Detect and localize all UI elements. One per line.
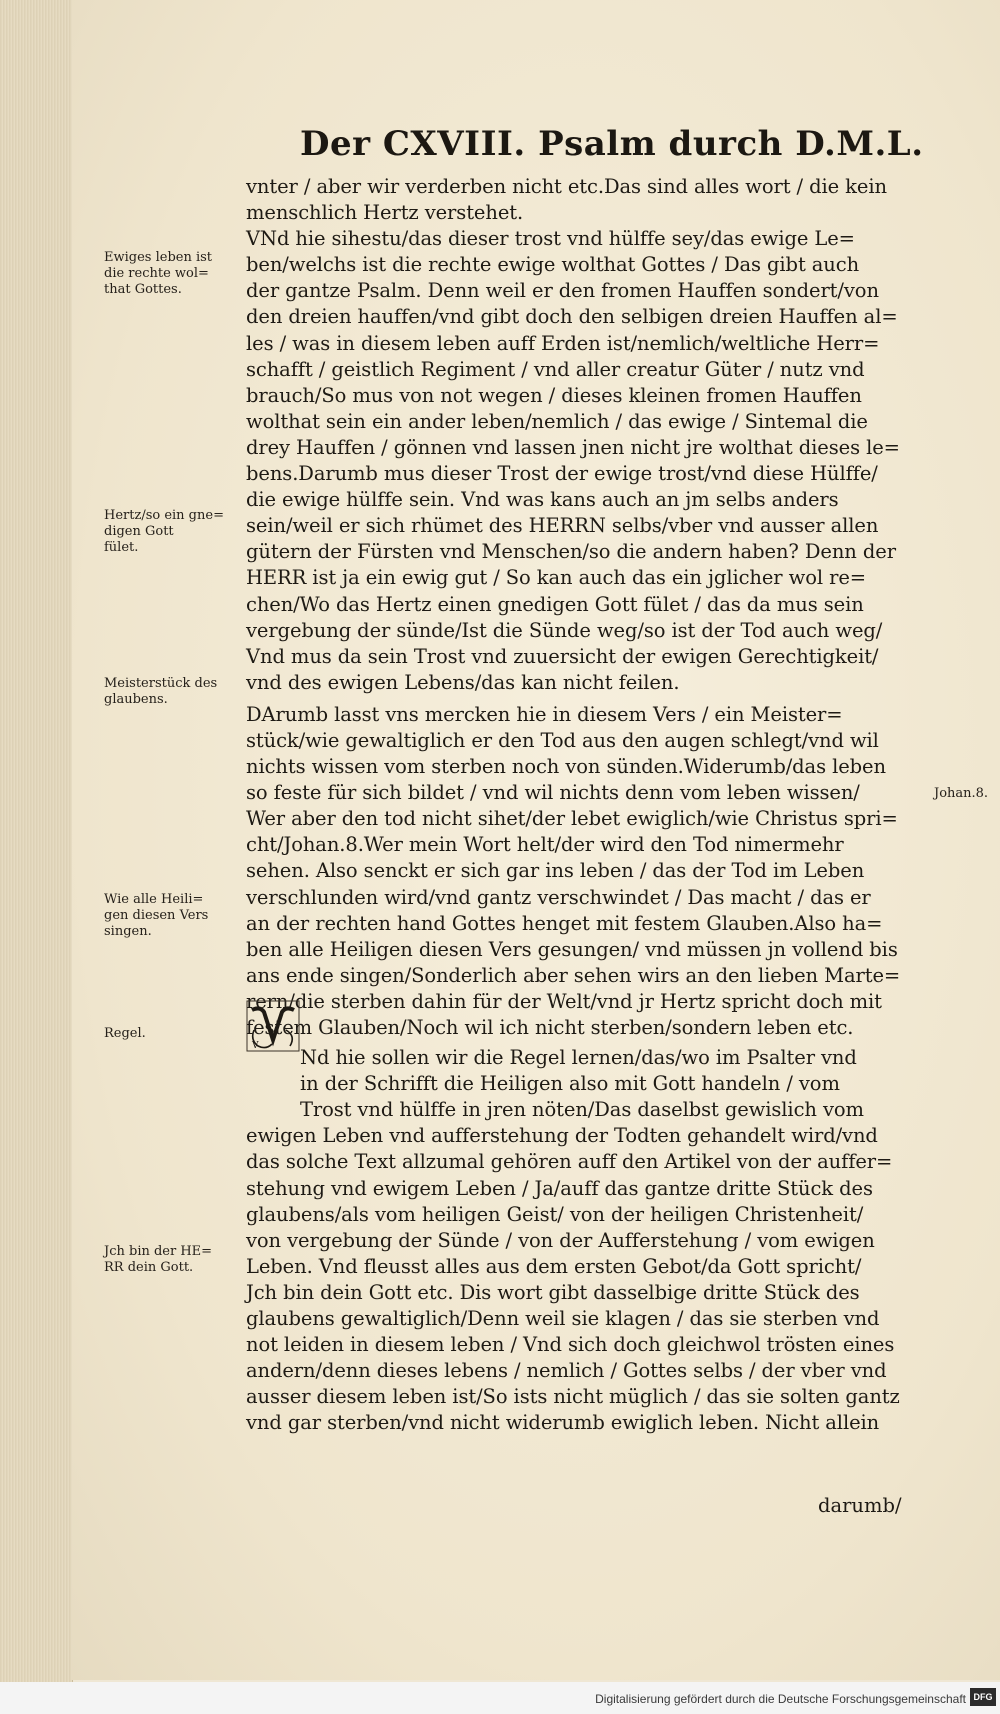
margin-note-line: die rechte wol= <box>104 266 209 281</box>
body-line: ewigen Leben vnd aufferstehung der Todten gehandelt wird/vnd <box>246 1124 878 1148</box>
decorated-initial-letter <box>246 1000 300 1052</box>
body-line: der gantze Psalm. Denn weil er den fromen Hauffen sondert/von <box>246 279 879 303</box>
body-line: so feste für sich bildet / vnd wil nichts denn vom leben wissen/ <box>246 781 860 805</box>
margin-note-heiligen <box>104 892 244 940</box>
body-line: andern/denn dieses lebens / nemlich / Gottes selbs / der vber vnd <box>246 1359 887 1383</box>
margin-note-line: glaubens. <box>104 692 168 707</box>
body-line: schafft / geistlich Regiment / vnd aller creatur Güter / nutz vnd <box>246 357 865 381</box>
body-line: in der Schrifft die Heiligen also mit Gott handeln / vom <box>300 1072 840 1096</box>
body-text <box>246 174 916 1437</box>
body-line: Trost vnd hülffe in jren nöten/Das daselbst gewislich vom <box>300 1098 864 1122</box>
margin-note-line: gen diesen Vers <box>104 908 209 923</box>
body-line: stück/wie gewaltiglich er den Tod aus den augen schlegt/vnd wil <box>246 728 879 752</box>
body-line: Nd hie sollen wir die Regel lernen/das/wo im Psalter vnd <box>300 1046 857 1070</box>
margin-note-line: digen Gott <box>104 524 174 539</box>
body-line: ans ende singen/Sonderlich aber sehen wirs an den lieben Marte= <box>246 963 901 987</box>
body-line: vnd des ewigen Lebens/das kan nicht feilen. <box>246 670 680 694</box>
body-line: das solche Text allzumal gehören auff den Artikel von der auffer= <box>246 1150 893 1174</box>
body-line: von vergebung der Sünde / von der Aufferstehung / vom ewigen <box>246 1228 875 1252</box>
body-line: ausser diesem leben ist/So ists nicht müglich / das sie solten gantz <box>246 1385 900 1409</box>
body-line: not leiden in diesem leben / Vnd sich doch gleichwol trösten eines <box>246 1333 895 1357</box>
margin-note-ewiges-leben <box>104 250 244 298</box>
dfg-logo: DFG <box>970 1688 996 1706</box>
body-line: ben/welchs ist die rechte ewige wolthat Gottes / Das gibt auch <box>246 253 860 277</box>
catchword: darumb/ <box>818 1494 902 1517</box>
body-line: verschlunden wird/vnd gantz verschwindet / Das macht / das er <box>246 885 871 909</box>
margin-note-line: Jch bin der HE= <box>104 1244 213 1259</box>
margin-note-line: that Gottes. <box>104 282 182 297</box>
body-line: glaubens gewaltiglich/Denn weil sie klagen / das sie sterben vnd <box>246 1307 880 1331</box>
body-line: VNd hie sihestu/das dieser trost vnd hülffe sey/das ewige Le= <box>246 227 855 251</box>
body-line: bens.Darumb mus dieser Trost der ewige trost/vnd diese Hülffe/ <box>246 462 878 486</box>
body-line: sein/weil er sich rhümet des HERRN selbs/vber vnd ausser allen <box>246 514 879 538</box>
body-line: glaubens/als vom heiligen Geist/ von der heiligen Christenheit/ <box>246 1202 864 1226</box>
body-line: rern/die sterben dahin für der Welt/vnd jr Hertz spricht doch mit <box>246 989 882 1013</box>
body-line: Leben. Vnd fleusst alles aus dem ersten Gebot/da Gott spricht/ <box>246 1254 862 1278</box>
body-line: menschlich Hertz verstehet. <box>246 201 524 225</box>
body-line: festem Glauben/Noch wil ich nicht sterben/sondern leben etc. <box>246 1016 854 1039</box>
margin-note-line: Wie alle Heili= <box>104 892 204 907</box>
body-line: gütern der Fürsten vnd Menschen/so die andern haben? Denn der <box>246 540 896 564</box>
margin-note-jch-bin <box>104 1244 244 1276</box>
body-line: HERR ist ja ein ewig gut / So kan auch das ein jglicher wol re= <box>246 566 866 590</box>
margin-note-line: singen. <box>104 924 152 939</box>
body-line: sehen. Also senckt er sich gar ins leben / das der Tod im Leben <box>246 859 865 883</box>
body-line: cht/Johan.8.Wer mein Wort helt/der wird den Tod nimermehr <box>246 833 844 857</box>
body-line: vnd gar sterben/vnd nicht widerumb ewiglich leben. Nicht allein <box>246 1411 880 1435</box>
body-line: die ewige hülffe sein. Vnd was kans auch an jm selbs anders <box>246 488 839 512</box>
body-line: an der rechten hand Gottes henget mit festem Glauben.Also ha= <box>246 911 883 935</box>
margin-note-line: Meisterstück des <box>104 676 218 691</box>
margin-note-line: Ewiges leben ist <box>104 250 213 265</box>
running-head: Der CXVIII. Psalm durch D.M.L. <box>300 124 924 164</box>
body-line: drey Hauffen / gönnen vnd lassen jnen nicht jre wolthat dieses le= <box>246 435 900 459</box>
margin-note-regel <box>104 1026 244 1042</box>
body-line: stehung vnd ewigem Leben / Ja/auff das gantze dritte Stück des <box>246 1176 873 1200</box>
footer-credit: Digitalisierung gefördert durch die Deutsche Forschungsgemeinschaft <box>595 1692 966 1706</box>
body-line: nichts wissen vom sterben noch von sünden.Widerumb/das leben <box>246 755 886 779</box>
margin-note-line: Regel. <box>104 1026 146 1041</box>
body-line: brauch/So mus von not wegen / dieses kleinen fromen Hauffen <box>246 383 862 407</box>
body-line: chen/Wo das Hertz einen gnedigen Gott fület / das da mus sein <box>246 592 864 616</box>
margin-note-hertz <box>104 508 244 556</box>
right-margin-note: Johan.8. <box>934 786 989 801</box>
body-line: ben alle Heiligen diesen Vers gesungen/ vnd müssen jn vollend bis <box>246 937 898 961</box>
margin-note-line: fület. <box>104 540 139 555</box>
body-line: Wer aber den tod nicht sihet/der lebet ewiglich/wie Christus spri= <box>246 807 898 831</box>
body-line: wolthat sein ein ander leben/nemlich / das ewige / Sintemal die <box>246 409 868 433</box>
initial-letter-glyph: V <box>252 1041 259 1051</box>
body-line: Vnd mus da sein Trost vnd zuuersicht der ewigen Gerechtigkeit/ <box>246 644 879 668</box>
body-line: les / was in diesem leben auff Erden ist/nemlich/weltliche Herr= <box>246 331 880 355</box>
book-page-edges <box>0 0 73 1714</box>
margin-note-line: RR dein Gott. <box>104 1260 194 1275</box>
body-line: vnter / aber wir verderben nicht etc.Das sind alles wort / die kein <box>246 175 887 198</box>
body-line: Jch bin dein Gott etc. Dis wort gibt dasselbige dritte Stück des <box>246 1280 860 1304</box>
body-line: vergebung der sünde/Ist die Sünde weg/so ist der Tod auch weg/ <box>246 618 883 642</box>
margin-note-meisterstueck <box>104 676 244 708</box>
body-line: den dreien hauffen/vnd gibt doch den selbigen dreien Hauffen al= <box>246 305 898 329</box>
margin-note-line: Hertz/so ein gne= <box>104 508 224 523</box>
body-line: DArumb lasst vns mercken hie in diesem Vers / ein Meister= <box>246 702 843 726</box>
